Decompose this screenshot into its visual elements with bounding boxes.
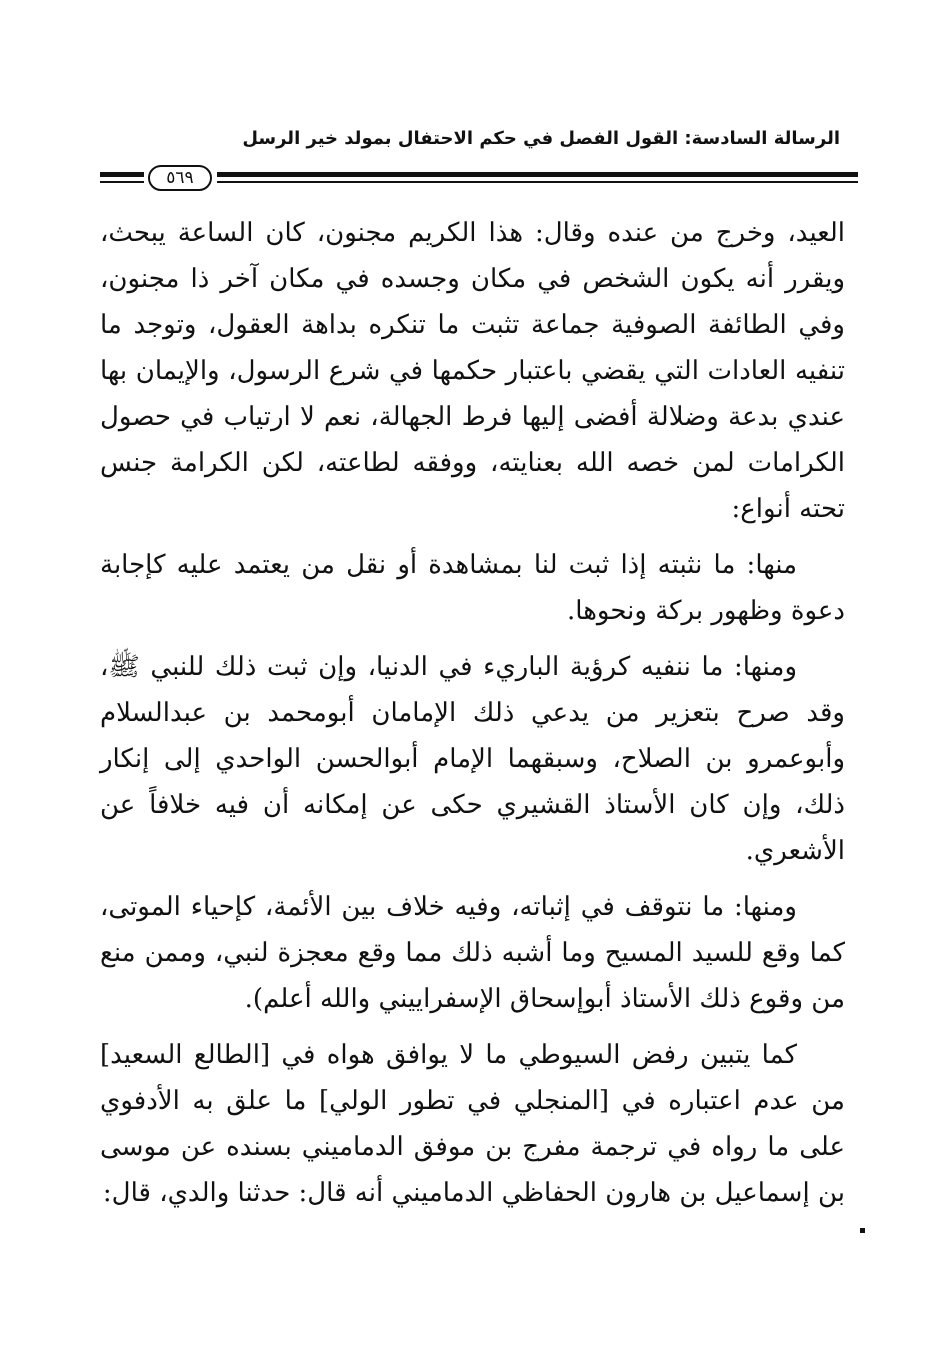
paragraph: كما يتبين رفض السيوطي ما لا يوافق هواه في [الطالع السعيد] من عدم اعتباره في [المنجلي في تطور الولي] ما علق به الأدفوي على ما رواه في ترجمة مفرج بن موفق الدماميني بسنده عن موسى بن إسماعيل بن هارون الحفاظي الدماميني أنه قال: حدثنا والدي، قال:	[100, 1040, 845, 1208]
paragraph: منها: ما نثبته إذا ثبت لنا بمشاهدة أو نقل من يعتمد عليه كإجابة دعوة وظهور بركة ونحوها.	[100, 550, 845, 626]
header-rule	[100, 165, 858, 193]
paragraph: العيد، وخرج من عنده وقال: هذا الكريم مجنون، كان الساعة يبحث، ويقرر أنه يكون الشخص في مكان وجسده في مكان آخر ذا مجنون، وفي الطائفة الصوفية جماعة تثبت ما تنكره بداهة العقول، وتوجد ما تنفيه العادات التي يقضي باعتبار حكمها في شرع الرسول، والإيمان بها عندي بدعة وضلالة أفضى إليها فرط الجهالة، نعم لا ارتياب في حصول الكرامات لمن خصه الله بعنايته، ووفقه لطاعته، لكن الكرامة جنس تحته أنواع:	[100, 218, 845, 524]
main-text	[100, 210, 845, 1226]
running-header: الرسالة السادسة: القول الفصل في حكم الاحتفال بمولد خير الرسل	[242, 128, 840, 149]
paragraph: ومنها: ما نتوقف في إثباته، وفيه خلاف بين الأئمة، كإحياء الموتى، كما وقع للسيد المسيح وما أشبه ذلك مما وقع معجزة لنبي، وممن منع من وقوع ذلك الأستاذ أبوإسحاق الإسفراييني والله أعلم).	[100, 892, 845, 1014]
header-rule-right	[217, 172, 858, 183]
paragraph: ومنها: ما ننفيه كرؤية الباريء في الدنيا، وإن ثبت ذلك للنبي ﷺ، وقد صرح بتعزير من يدعي ذلك الإمامان أبومحمد بن عبدالسلام وأبوعمرو بن الصلاح، وسبقهما الإمام أبوالحسن الواحدي إلى إنكار ذلك، وإن كان الأستاذ القشيري حكى عن إمكانه أن فيه خلافاً عن الأشعري.	[100, 652, 845, 866]
continuation-mark	[860, 1228, 865, 1233]
page-number: ٥٦٩	[148, 165, 212, 191]
header-rule-left	[100, 172, 144, 183]
